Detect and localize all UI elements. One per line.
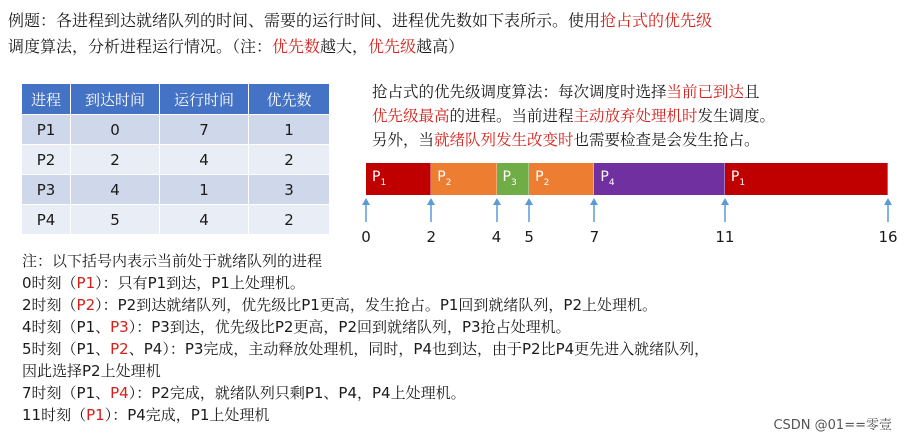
watermark: CSDN @01==零壹 — [773, 418, 892, 433]
header-priority: 优先数 — [249, 84, 330, 115]
desc-highlight: 主动放弃处理机时 — [573, 107, 698, 125]
note-line: 7时刻（P1、P4）：P2完成，就绪队列只剩P1、P4，P4上处理机。 — [22, 384, 466, 402]
tick-label: 11 — [715, 228, 735, 246]
table-row — [22, 175, 330, 205]
tick-arrow-icon — [361, 198, 371, 222]
cell-runtime: 4 — [160, 145, 249, 175]
tick-label: 7 — [589, 228, 600, 246]
tick-label: 0 — [361, 228, 371, 246]
desc-text: 的进程。当前进程 — [449, 107, 574, 125]
cell-priority: 2 — [249, 145, 330, 175]
note-line: 11时刻（P1）：P4完成，P1上处理机 — [22, 406, 270, 424]
gantt-segment-label: $P_2$ — [437, 169, 452, 188]
header-process: 进程 — [22, 84, 71, 115]
tick-arrow-icon — [426, 198, 436, 222]
tick-label: 2 — [426, 228, 437, 246]
cell-priority: 3 — [249, 175, 330, 205]
gantt-segment-label: $P_1$ — [730, 169, 746, 188]
table-header-row — [22, 84, 330, 115]
cell-process: P2 — [22, 145, 71, 175]
intro-text: 例题：各进程到达就绪队列的时间、需要的运行时间、进程优先数如下表所示。使用 — [8, 11, 601, 30]
notes-header: 注：以下括号内表示当前处于就绪队列的进程 — [22, 252, 323, 270]
gantt-segment-label: $P_3$ — [502, 169, 517, 188]
desc-text: 发生调度。 — [697, 107, 776, 125]
problem-statement — [8, 8, 898, 60]
tick-arrow-icon — [589, 198, 599, 222]
cell-runtime: 7 — [160, 115, 249, 145]
gantt-segment — [725, 163, 888, 195]
intro-text-3: 越大， — [320, 37, 369, 56]
cell-arrival: 4 — [71, 175, 160, 205]
note-line: 因此选择P2上处理机 — [22, 362, 161, 380]
tick-label: 4 — [491, 228, 502, 246]
intro-highlight: 抢占式的优先级 — [600, 11, 713, 30]
note-line: 2时刻（P2）：P2到达就绪队列，优先级比P1更高，发生抢占。P1回到就绪队列，P2上处理机。 — [22, 296, 657, 314]
tick-arrow-icon — [524, 198, 534, 222]
gantt-segment-label: $P_2$ — [535, 169, 550, 188]
cell-process: P4 — [22, 205, 71, 235]
cell-process: P3 — [22, 175, 71, 205]
tick-arrow-icon — [883, 198, 893, 222]
gantt-segment-label: $P_4$ — [600, 169, 615, 188]
cell-arrival: 5 — [71, 205, 160, 235]
header-runtime: 运行时间 — [160, 84, 249, 115]
gantt-chart — [366, 163, 888, 195]
cell-arrival: 2 — [71, 145, 160, 175]
tick-arrow-icon — [720, 198, 730, 222]
note-line: 4时刻（P1、P3）：P3到达，优先级比P2更高，P2回到就绪队列，P3抢占处理机。 — [22, 318, 571, 336]
cell-arrival: 0 — [71, 115, 160, 145]
intro-text-2: 调度算法，分析进程运行情况。（注： — [8, 37, 273, 56]
header-arrival: 到达时间 — [71, 84, 160, 115]
cell-priority: 2 — [249, 205, 330, 235]
desc-text: 且 — [744, 83, 760, 101]
process-table — [22, 84, 330, 234]
cell-process: P1 — [22, 115, 71, 145]
cell-runtime: 4 — [160, 205, 249, 235]
cell-runtime: 1 — [160, 175, 249, 205]
tick-label: 5 — [524, 228, 534, 246]
desc-highlight: 当前已到达 — [666, 83, 745, 101]
desc-text: 抢占式的优先级调度算法：每次调度时选择 — [372, 83, 667, 101]
tick-arrow-icon — [492, 198, 502, 222]
table-row — [22, 205, 330, 235]
desc-text: 另外，当 — [372, 131, 435, 149]
desc-highlight: 优先级最高 — [372, 107, 450, 125]
desc-highlight: 就绪队列发生改变时 — [434, 131, 574, 149]
gantt-segment-label: $P_1$ — [372, 169, 387, 188]
notes-section — [22, 250, 882, 426]
intro-text-4: 越高） — [416, 37, 465, 56]
cell-priority: 1 — [249, 115, 330, 145]
table-row — [22, 145, 330, 175]
table-row — [22, 115, 330, 145]
algorithm-description — [372, 80, 892, 152]
tick-label: 16 — [878, 228, 898, 246]
desc-text: 也需要检查是会发生抢占。 — [573, 131, 760, 149]
intro-highlight-3: 优先级 — [368, 37, 417, 56]
intro-highlight-2: 优先数 — [272, 37, 321, 56]
note-line: 0时刻（P1）：只有P1到达，P1上处理机。 — [22, 274, 305, 292]
note-line: 5时刻（P1、P2、P4）：P3完成，主动释放处理机，同时，P4也到达，由于P2比P4更先进入就绪队列， — [22, 340, 710, 358]
